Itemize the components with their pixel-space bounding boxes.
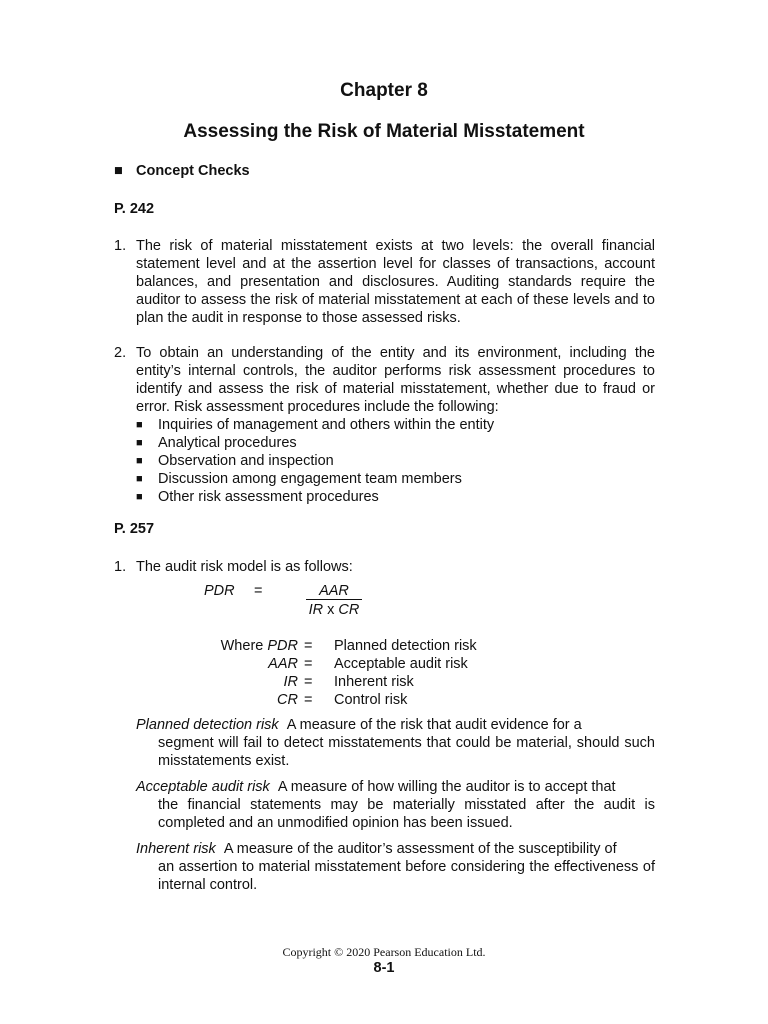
chapter-heading: Chapter 8 xyxy=(340,80,428,101)
definition-label xyxy=(284,673,299,691)
definition-meaning: Control risk xyxy=(334,692,408,708)
item-number: 1. xyxy=(114,238,127,254)
term-definition xyxy=(136,778,655,832)
abbr: PDR xyxy=(267,638,298,654)
denominator-times: x xyxy=(323,602,339,618)
bullet-item: ■ Analytical procedures xyxy=(136,434,655,452)
section-label: Concept Checks xyxy=(136,163,250,179)
definition-equals: = xyxy=(304,638,313,654)
formula-numerator: AAR xyxy=(306,583,362,600)
page-number: 8-1 xyxy=(373,960,395,976)
definition-meaning: Planned detection risk xyxy=(334,638,477,654)
term-name: Planned detection risk xyxy=(136,717,279,733)
item-text: The risk of material misstatement exists at two levels: the overall financial statement level and at the assertion level for classes of transactions, account balances, and presentation and disclosures. Auditing standards require the auditor to assess the risk of material misstatement at each of these levels and to plan the audit in response to those assessed risks. xyxy=(136,238,655,326)
term-name: Acceptable audit risk xyxy=(136,779,270,795)
definition-equals: = xyxy=(304,692,313,708)
definition-label xyxy=(221,637,298,655)
item-text: To obtain an understanding of the entity and its environment, including the entity’s internal controls, the auditor performs risk assessment procedures to identify and assess the risk of material misstatement, whether due to fraud or error. Risk assessment procedures include the following: xyxy=(136,345,655,415)
definition-label xyxy=(268,655,298,673)
bullet-item: ■ Discussion among engagement team members xyxy=(136,470,655,488)
definition-equals: = xyxy=(304,656,313,672)
abbr: IR xyxy=(283,674,298,690)
term-first-line: A measure of the auditor’s assessment of the susceptibility of xyxy=(223,841,617,857)
term-definition xyxy=(136,716,655,770)
term-continuation: the financial statements may be materially misstated after the audit is completed and an unmodified opinion has been issued. xyxy=(158,797,655,831)
term-definition xyxy=(136,840,655,894)
chapter-title: Assessing the Risk of Material Misstatement xyxy=(183,121,585,142)
term-first-line: A measure of the risk that audit evidence for a xyxy=(286,717,582,733)
item-number: 1. xyxy=(114,559,127,575)
audit-risk-formula xyxy=(204,583,404,623)
definition-meaning: Inherent risk xyxy=(334,674,414,690)
term-continuation: segment will fail to detect misstatements that could be material, should such misstatements exist. xyxy=(158,735,655,769)
page-ref-257: P. 257 xyxy=(114,521,155,537)
definition-row xyxy=(204,673,504,691)
formula-denominator xyxy=(306,602,362,618)
abbr: CR xyxy=(277,692,298,708)
procedure-list xyxy=(114,416,655,506)
formula-lhs: PDR xyxy=(204,583,235,599)
definition-row xyxy=(204,637,504,655)
where-word: Where xyxy=(220,638,264,654)
item-text: The audit risk model is as follows: xyxy=(136,559,353,575)
bullet-item: ■ Other risk assessment procedures xyxy=(136,488,655,506)
definition-meaning: Acceptable audit risk xyxy=(334,656,468,672)
definition-equals: = xyxy=(304,674,313,690)
term-first-line: A measure of how willing the auditor is to accept that xyxy=(277,779,616,795)
denominator-ir: IR xyxy=(308,602,324,618)
page-ref-242: P. 242 xyxy=(114,201,155,217)
abbr: AAR xyxy=(268,656,298,672)
definition-row xyxy=(204,655,504,673)
list-item xyxy=(114,558,655,576)
definition-label xyxy=(277,691,298,709)
term-name: Inherent risk xyxy=(136,841,216,857)
bullet-item: ■ Inquiries of management and others within the entity xyxy=(136,416,655,434)
denominator-cr: CR xyxy=(338,602,360,618)
definition-row xyxy=(204,691,504,709)
list-item xyxy=(114,237,655,327)
bullet-item: ■ Observation and inspection xyxy=(136,452,655,470)
term-continuation: an assertion to material misstatement before considering the effectiveness of internal control. xyxy=(158,859,655,893)
formula-equals: = xyxy=(254,583,263,599)
abbreviation-definitions xyxy=(204,637,504,709)
item-number: 2. xyxy=(114,345,127,361)
section-heading xyxy=(114,163,250,179)
square-bullet-icon: ■ xyxy=(114,163,123,179)
list-item xyxy=(114,344,655,506)
copyright-notice: Copyright © 2020 Pearson Education Ltd. xyxy=(282,945,486,959)
